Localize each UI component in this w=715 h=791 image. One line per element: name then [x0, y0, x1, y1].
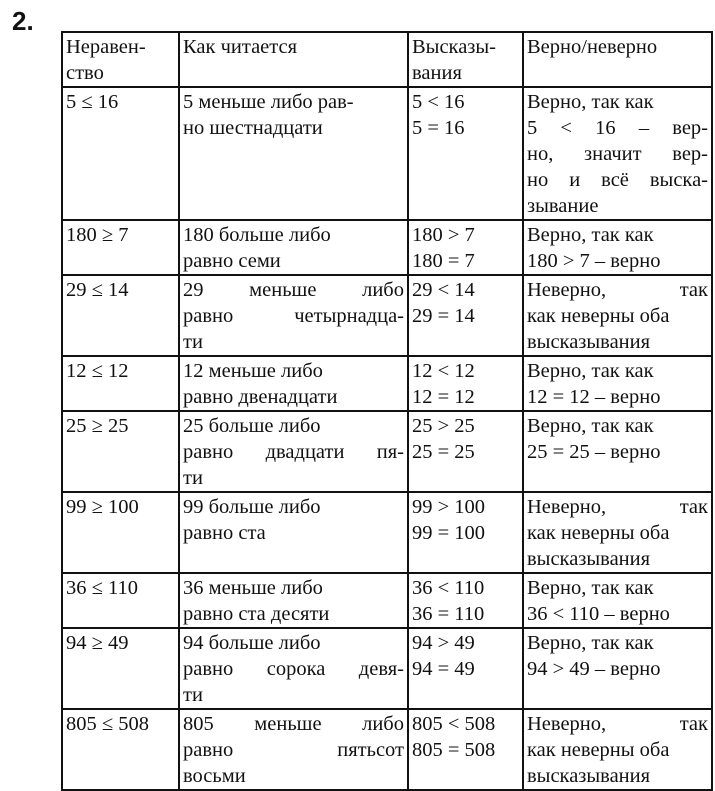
table-row — [62, 87, 712, 220]
verdict-cell-line: как неверны оба — [527, 522, 670, 544]
statements-cell-line: 36 = 110 — [412, 603, 485, 625]
verdict-cell-line: высказывания — [527, 765, 651, 787]
inequality-cell-line: 29 ≤ 14 — [66, 279, 129, 301]
table-row — [62, 628, 712, 709]
table-row — [62, 709, 712, 790]
verdict-cell-line: но и всё выска- — [527, 169, 708, 191]
how-read-cell-line: ти — [183, 684, 203, 706]
inequality-cell — [62, 411, 179, 492]
how-read-cell-line: равно двенадцати — [183, 386, 338, 408]
header-inequality — [62, 32, 179, 87]
statements-cell-line: 805 = 508 — [412, 739, 496, 761]
inequality-cell — [62, 87, 179, 220]
verdict-cell-line: Верно, так как — [527, 91, 654, 113]
statements-cell — [408, 709, 523, 790]
statements-cell — [408, 628, 523, 709]
header-how-read-line: Как читается — [183, 36, 298, 58]
verdict-cell — [523, 709, 712, 790]
how-read-cell-line: восьми — [183, 765, 246, 787]
statements-cell-line: 12 = 12 — [412, 386, 475, 408]
verdict-cell — [523, 573, 712, 628]
verdict-cell-line: зывание — [527, 195, 599, 217]
how-read-cell-line: равно сорока девя- — [183, 658, 404, 680]
inequality-cell — [62, 492, 179, 573]
table-row — [62, 492, 712, 573]
how-read-cell-line: равно ста десяти — [183, 603, 330, 625]
verdict-cell — [523, 492, 712, 573]
table-row — [62, 411, 712, 492]
verdict-cell-line: высказывания — [527, 548, 651, 570]
header-statements-line: вания — [412, 62, 462, 84]
header-inequality-line: ство — [66, 62, 104, 84]
statements-cell-line: 29 < 14 — [412, 279, 475, 301]
how-read-cell-line: 805 меньше либо — [183, 713, 404, 735]
verdict-cell-line: 12 = 12 – верно — [527, 386, 661, 408]
statements-cell-line: 180 > 7 — [412, 224, 475, 246]
how-read-cell-line: 94 больше либо — [183, 632, 321, 654]
inequality-cell — [62, 220, 179, 275]
verdict-cell-line: Верно, так как — [527, 577, 654, 599]
how-read-cell-line: равно ста — [183, 522, 266, 544]
verdict-cell-line: 36 < 110 – верно — [527, 603, 670, 625]
verdict-cell-line: 180 > 7 – верно — [527, 250, 661, 272]
header-true-false-line: Верно/неверно — [527, 36, 658, 58]
statements-cell-line: 5 < 16 — [412, 91, 465, 113]
table-row — [62, 356, 712, 411]
how-read-cell-line: 25 больше либо — [183, 415, 321, 437]
header-statements-line: Высказы- — [412, 36, 496, 58]
statements-cell-line: 36 < 110 — [412, 577, 485, 599]
header-inequality-line: Неравен- — [66, 36, 146, 58]
how-read-cell — [179, 87, 408, 220]
verdict-cell — [523, 220, 712, 275]
table-row — [62, 220, 712, 275]
verdict-cell — [523, 356, 712, 411]
how-read-cell-line: 36 меньше либо — [183, 577, 323, 599]
how-read-cell — [179, 411, 408, 492]
how-read-cell-line: но шестнадцати — [183, 117, 323, 139]
statements-cell — [408, 220, 523, 275]
how-read-cell-line: ти — [183, 467, 203, 489]
statements-cell-line: 25 > 25 — [412, 415, 475, 437]
inequality-cell-line: 180 ≥ 7 — [66, 224, 129, 246]
header-true-false — [523, 32, 712, 87]
inequality-cell-line: 12 ≤ 12 — [66, 360, 129, 382]
verdict-cell-line: но, значит вер- — [527, 143, 708, 165]
inequality-cell — [62, 573, 179, 628]
how-read-cell-line: 29 меньше либо — [183, 279, 404, 301]
how-read-cell-line: 5 меньше либо рав- — [183, 91, 354, 113]
inequality-cell-line: 36 ≤ 110 — [66, 577, 138, 599]
how-read-cell — [179, 220, 408, 275]
statements-cell-line: 94 > 49 — [412, 632, 475, 654]
table-row — [62, 275, 712, 356]
how-read-cell — [179, 709, 408, 790]
verdict-cell — [523, 628, 712, 709]
verdict-cell — [523, 87, 712, 220]
inequality-cell — [62, 709, 179, 790]
table-header-row — [62, 32, 712, 87]
statements-cell-line: 25 = 25 — [412, 441, 475, 463]
how-read-cell-line: 99 больше либо — [183, 496, 321, 518]
inequality-cell — [62, 628, 179, 709]
verdict-cell-line: Неверно, так — [527, 279, 708, 301]
inequality-cell-line: 99 ≥ 100 — [66, 496, 139, 518]
how-read-cell-line: равно пятьсот — [183, 739, 404, 761]
inequality-cell-line: 805 ≤ 508 — [66, 713, 150, 735]
statements-cell-line: 12 < 12 — [412, 360, 475, 382]
verdict-cell-line: Неверно, так — [527, 496, 708, 518]
task-number: 2. — [12, 6, 34, 36]
header-how-read — [179, 32, 408, 87]
how-read-cell — [179, 356, 408, 411]
how-read-cell-line: ти — [183, 331, 203, 353]
verdict-cell — [523, 275, 712, 356]
verdict-cell-line: 5 < 16 – вер- — [527, 117, 708, 139]
statements-cell — [408, 87, 523, 220]
how-read-cell — [179, 275, 408, 356]
statements-cell-line: 99 > 100 — [412, 496, 486, 518]
statements-cell — [408, 275, 523, 356]
how-read-cell-line: равно семи — [183, 250, 281, 272]
how-read-cell — [179, 628, 408, 709]
inequality-cell-line: 25 ≥ 25 — [66, 415, 129, 437]
statements-cell-line: 99 = 100 — [412, 522, 486, 544]
inequality-cell — [62, 275, 179, 356]
verdict-cell-line: Верно, так как — [527, 360, 654, 382]
header-statements — [408, 32, 523, 87]
table-row — [62, 573, 712, 628]
statements-cell — [408, 356, 523, 411]
verdict-cell-line: 94 > 49 – верно — [527, 658, 661, 680]
inequality-cell-line: 94 ≥ 49 — [66, 632, 129, 654]
how-read-cell-line: равно четырнадца- — [183, 305, 404, 327]
verdict-cell-line: Верно, так как — [527, 415, 654, 437]
statements-cell — [408, 411, 523, 492]
statements-cell-line: 29 = 14 — [412, 305, 475, 327]
statements-cell — [408, 492, 523, 573]
verdict-cell-line: Верно, так как — [527, 632, 654, 654]
how-read-cell-line: равно двадцати пя- — [183, 441, 404, 463]
how-read-cell — [179, 492, 408, 573]
statements-cell-line: 5 = 16 — [412, 117, 465, 139]
how-read-cell-line: 12 меньше либо — [183, 360, 323, 382]
statements-cell-line: 805 < 508 — [412, 713, 496, 735]
statements-cell-line: 180 = 7 — [412, 250, 475, 272]
how-read-cell — [179, 573, 408, 628]
verdict-cell-line: Неверно, так — [527, 713, 708, 735]
verdict-cell-line: 25 = 25 – верно — [527, 441, 661, 463]
verdict-cell-line: Верно, так как — [527, 224, 654, 246]
verdict-cell — [523, 411, 712, 492]
inequalities-table — [61, 31, 713, 791]
how-read-cell-line: 180 больше либо — [183, 224, 331, 246]
inequality-cell-line: 5 ≤ 16 — [66, 91, 119, 113]
verdict-cell-line: как неверны оба — [527, 305, 670, 327]
inequality-cell — [62, 356, 179, 411]
verdict-cell-line: высказывания — [527, 331, 651, 353]
verdict-cell-line: как неверны оба — [527, 739, 670, 761]
statements-cell — [408, 573, 523, 628]
statements-cell-line: 94 = 49 — [412, 658, 475, 680]
